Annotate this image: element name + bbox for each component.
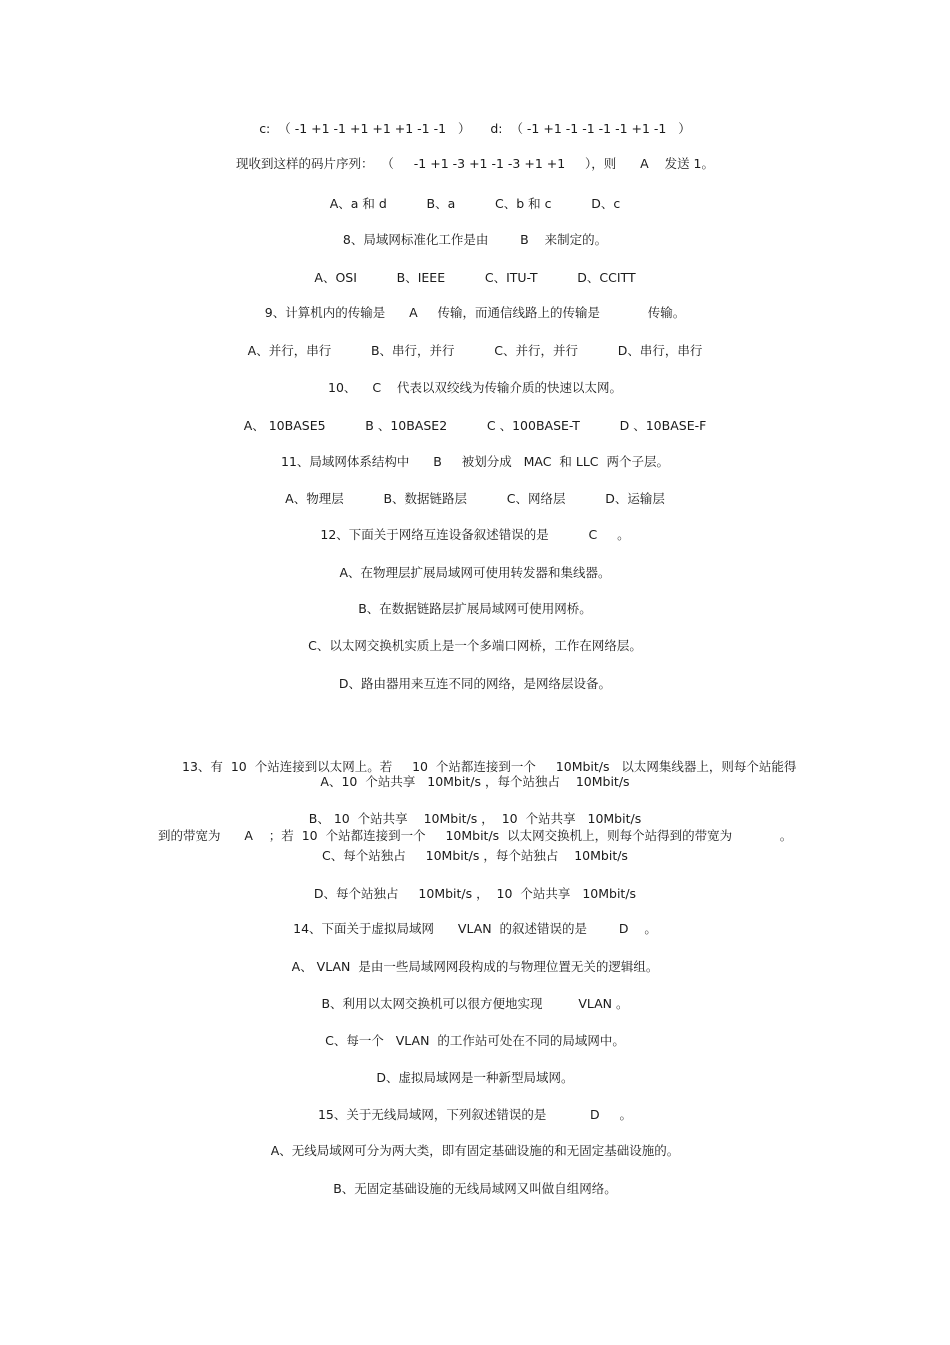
q15-option-a: A、无线局域网可分为两大类，即有固定基础设施的和无固定基础设施的。 [270,1143,680,1158]
q13-line-2: 到的带宽为 A ；若 10 个站都连接到一个 10Mbit/s 以太网交换机上，则每个站得到的带宽为 。 [158,828,793,843]
q11-options: A、物理层 B、数据链路层 C、网络层 D、运输层 [285,491,665,506]
q13-stem [158,709,797,893]
q12-stem: 12、下面关于网络互连设备叙述错误的是 C 。 [320,527,630,542]
q13-option-d: D、每个站独占 10Mbit/s ， 10 个站共享 10Mbit/s [313,886,637,901]
q7-options: A、a 和 d B、a C、b 和 c D、c [329,196,621,211]
q10-stem: 10、 C 代表以双绞线为传输介质的快速以太网。 [328,380,622,395]
q13-option-c: C、每个站独占 10Mbit/s ，每个站独占 10Mbit/s [322,848,628,863]
q12-option-a: A、在物理层扩展局域网可使用转发器和集线器。 [339,565,611,580]
q14-option-b: B、利用以太网交换机可以很方便地实现 VLAN 。 [321,996,629,1011]
q12-option-c: C、以太网交换机实质上是一个多端口网桥，工作在网络层。 [308,638,642,653]
q14-option-c: C、每一个 VLAN 的工作站可处在不同的局域网中。 [325,1033,625,1048]
q13-line-1: 13、有 10 个站连接到以太网上。若 10 个站都连接到一个 10Mbit/s 以太网集线器上，则每个站能得 [182,759,797,774]
q12-option-b: B、在数据链路层扩展局域网可使用网桥。 [358,601,592,616]
q14-option-d: D、虚拟局域网是一种新型局域网。 [376,1070,574,1085]
received-sequence-question: 现收到这样的码片序列： （ -1 +1 -3 +1 -1 -3 +1 +1 ），则 A 发送 1。 [235,156,715,171]
q13-option-b: B、 10 个站共享 10Mbit/s ， 10 个站共享 10Mbit/s [308,811,642,826]
q14-stem: 14、下面关于虚拟局域网 VLAN 的叙述错误的是 D 。 [293,921,657,936]
q15-option-b: B、无固定基础设施的无线局域网又叫做自组网络。 [333,1181,617,1196]
chip-sequence-cd: c: （ -1 +1 -1 +1 +1 +1 -1 -1 ） d: （ -1 +1 -1 -1 -1 -1 +1 -1 ） [259,121,691,136]
q10-options: A、 10BASE5 B 、10BASE2 C 、100BASE-T D 、10BASE-F [243,418,707,433]
q12-option-d: D、路由器用来互连不同的网络，是网络层设备。 [338,676,612,691]
q14-option-a: A、 VLAN 是由一些局域网网段构成的与物理位置无关的逻辑组。 [291,959,659,974]
q15-stem: 15、关于无线局域网，下列叙述错误的是 D 。 [317,1107,633,1122]
q11-stem: 11、局域网体系结构中 B 被划分成 MAC 和 LLC 两个子层。 [281,454,669,469]
q13-option-a: A、10 个站共享 10Mbit/s ，每个站独占 10Mbit/s [320,774,630,789]
q8-stem: 8、局域网标准化工作是由 B 来制定的。 [342,232,608,247]
q9-options: A、并行，串行 B、串行，并行 C、并行，并行 D、串行，串行 [247,343,703,358]
q8-options: A、OSI B、IEEE C、ITU-T D、CCITT [314,270,636,285]
q9-stem: 9、计算机内的传输是 A 传输，而通信线路上的传输是 传输。 [264,305,686,320]
